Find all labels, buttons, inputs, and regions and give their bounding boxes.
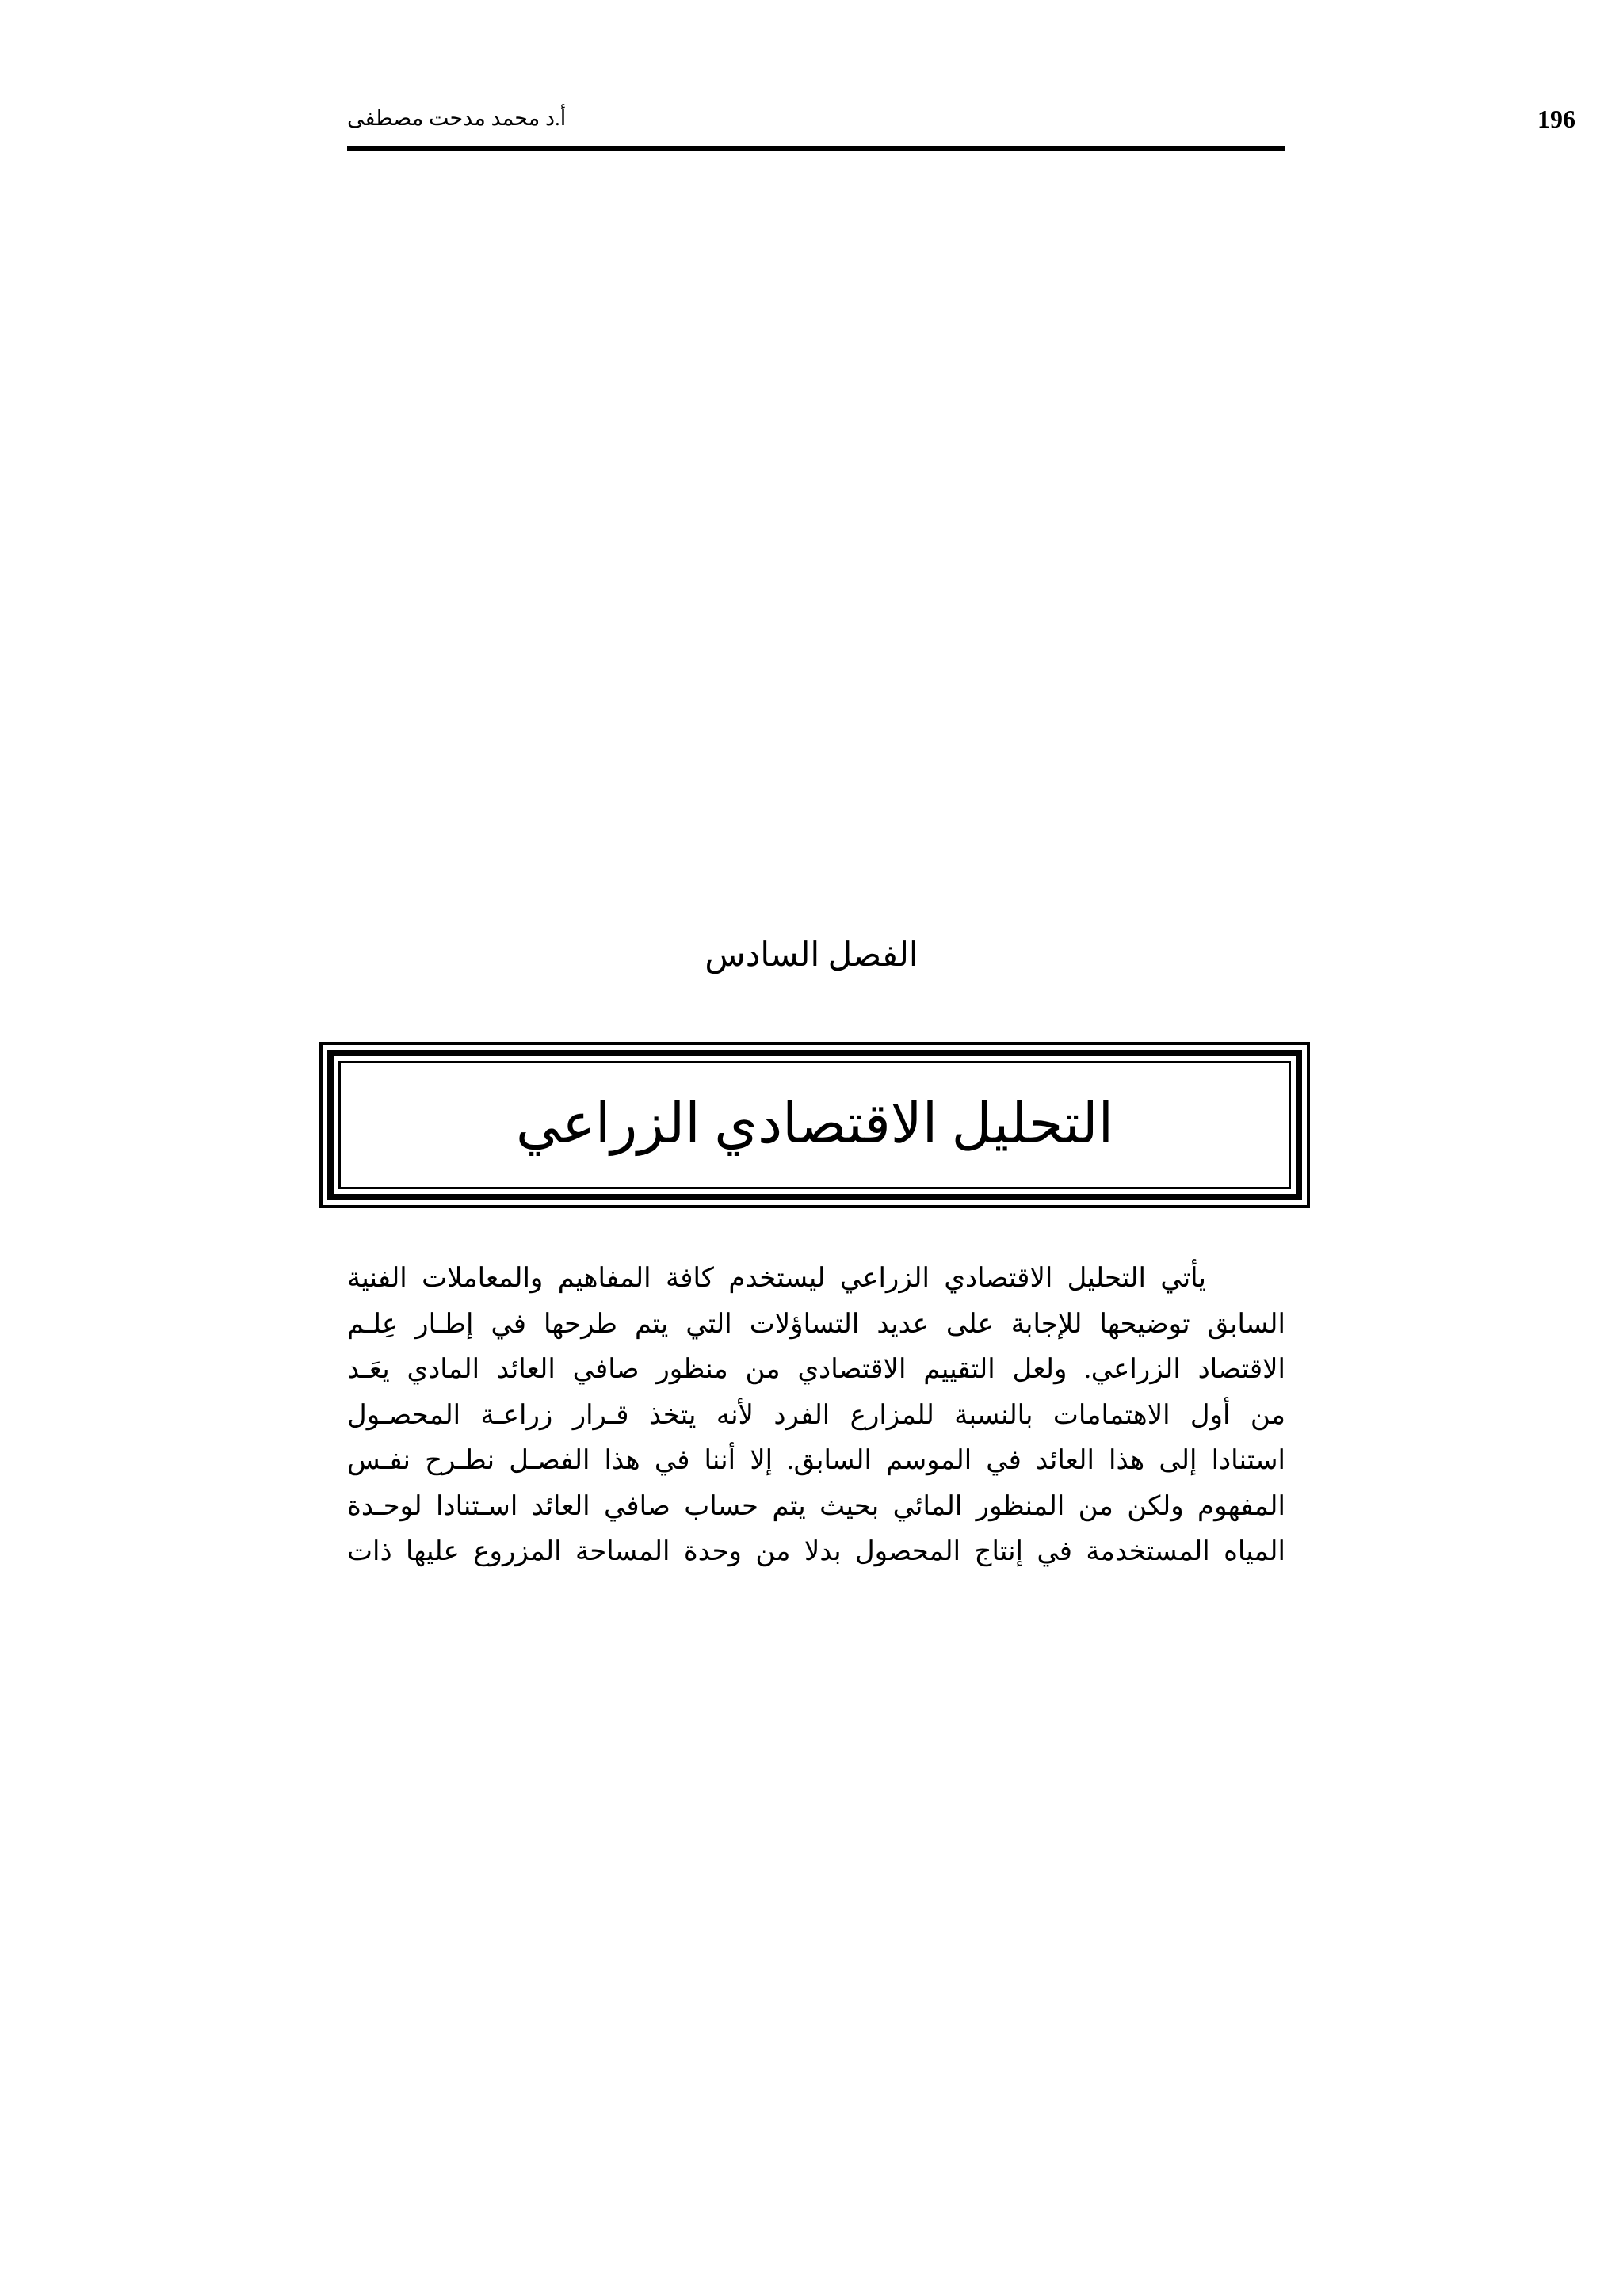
chapter-title: التحليل الاقتصادي الزراعي: [515, 1094, 1114, 1155]
header-rule: [347, 146, 1285, 151]
body-line: من أول الاهتمامات بالنسبة للمزارع الفرد لأنه يتخذ قـرار زراعـة المحصـول: [347, 1400, 1285, 1430]
chapter-title-frame: [319, 1042, 1310, 1208]
chapter-title-frame-inner: [338, 1061, 1291, 1189]
body-line: المياه المستخدمة في إنتاج المحصول بدلا من وحدة المساحة المزروع عليها ذات: [347, 1537, 1285, 1566]
body-line: الاقتصاد الزراعي. ولعل التقييم الاقتصادي من منظور صافي العائد المادي يعَـد: [347, 1355, 1285, 1384]
page-header: [347, 100, 1575, 152]
page-number: 196: [1537, 105, 1575, 133]
body-line: السابق توضيحها للإجابة على عديد التساؤلات التي يتم طرحها في إطـار عِلـم: [347, 1309, 1285, 1339]
body-line: يأتي التحليل الاقتصادي الزراعي ليستخدم كافة المفاهيم والمعاملات الفنية: [347, 1264, 1206, 1293]
chapter-title-frame-mid: [327, 1050, 1302, 1200]
header-author: أ.د محمد مدحت مصطفى: [347, 106, 567, 130]
chapter-label: الفصل السادس: [705, 937, 918, 974]
body-paragraph: [347, 1256, 1285, 1575]
body-line: استنادا إلى هذا العائد في الموسم السابق. إلا أننا في هذا الفصـل نطـرح نفـس: [347, 1446, 1285, 1475]
body-line: المفهوم ولكن من المنظور المائي بحيث يتم حساب صافي العائد اسـتنادا لوحـدة: [347, 1491, 1285, 1521]
